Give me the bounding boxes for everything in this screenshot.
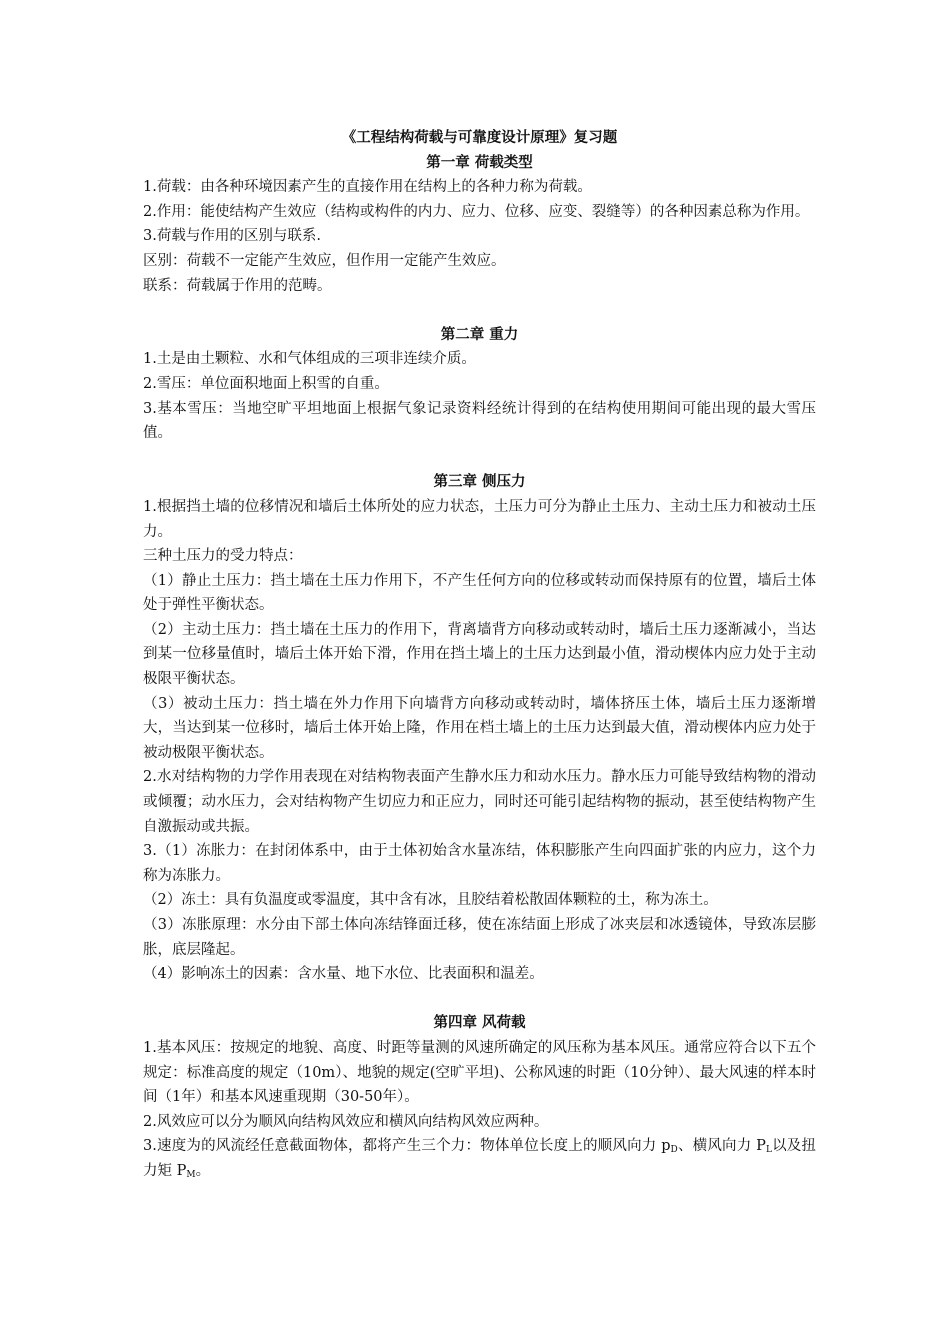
paragraph: 2.雪压：单位面积地面上积雪的自重。 — [143, 375, 389, 392]
blank-line — [143, 987, 816, 1012]
chapter-2-heading: 第二章 重力 — [440, 325, 519, 343]
chapter-4-heading: 第四章 风荷载 — [433, 1014, 526, 1032]
paragraph: 三种土压力的受力特点： — [143, 548, 303, 565]
paragraph: 1.土是由土颗粒、水和气体组成的三项非连续介质。 — [143, 351, 476, 368]
paragraph: 2.作用：能使结构产生效应（结构或构件的内力、应力、位移、应变、裂缝等）的各种因素总称为作用。 — [143, 203, 810, 220]
paragraph: 2.水对结构物的力学作用表现在对结构物表面产生静水压力和动水压力。静水压力可能导致结构物的滑动或倾覆；动水压力，会对结构物产生切应力和正应力，同时还可能引起结构物的振动，甚至使结构物产生自激振动或共振。 — [143, 769, 816, 835]
blank-line — [143, 298, 816, 323]
paragraph: 3.荷载与作用的区别与联系. — [143, 228, 321, 245]
paragraph: 1.荷载：由各种环境因素产生的直接作用在结构上的各种力称为荷载。 — [143, 179, 592, 196]
subscript: L — [765, 1145, 772, 1156]
chapter-1-heading: 第一章 荷载类型 — [426, 153, 533, 171]
paragraph: 联系：荷载属于作用的范畴。 — [143, 277, 332, 294]
paragraph: （4）影响冻土的因素：含水量、地下水位、比表面积和温差。 — [143, 966, 544, 983]
chapter-3-heading: 第三章 侧压力 — [433, 473, 526, 491]
text-run: 。 — [195, 1162, 211, 1179]
paragraph: （2）冻土：具有负温度或零温度，其中含有冰，且胶结着松散固体颗粒的土，称为冻土。 — [143, 892, 718, 909]
paragraph: （1）静止土压力：挡土墙在土压力作用下，不产生任何方向的位移或转动而保持原有的位置，墙后土体处于弹性平衡状态。 — [143, 572, 816, 614]
paragraph: （3）冻胀原理：水分由下部土体向冻结锋面迁移，使在冻结面上形成了冰夹层和冰透镜体，导致冻层膨胀，底层隆起。 — [143, 917, 816, 958]
paragraph: 1.根据挡土墙的位移情况和墙后土体所处的应力状态，土压力可分为静止土压力、主动土压力和被动土压力。 — [143, 498, 816, 540]
document-page — [143, 126, 816, 1184]
paragraph: 区别：荷载不一定能产生效应，但作用一定能产生效应。 — [143, 252, 506, 269]
paragraph: 1.基本风压：按规定的地貌、高度、时距等量测的风速所确定的风压称为基本风压。通常应符合以下五个规定：标准高度的规定（10m）、地貌的规定(空旷平坦)、公称风速的时距（10分钟）、最大风速的样本时间（1年）和基本风速重现期（30-50年）。 — [143, 1039, 816, 1106]
subscript: M — [186, 1169, 196, 1180]
document-title: 《工程结构荷载与可靠度设计原理》复习题 — [341, 129, 618, 146]
paragraph: 3.基本雪压：当地空旷平坦地面上根据气象记录资料经统计得到的在结构使用期间可能出现的最大雪压值。 — [143, 400, 816, 442]
paragraph: 3.（1）冻胀力：在封闭体系中，由于土体初始含水量冻结，体积膨胀产生向四面扩张的内应力，这个力称为冻胀力。 — [143, 843, 816, 884]
text-run: 以及扭力矩 P — [143, 1138, 816, 1179]
blank-line — [143, 446, 816, 471]
paragraph: （3）被动土压力：挡土墙在外力作用下向墙背方向移动或转动时，墙体挤压土体，墙后土压力逐渐增大，当达到某一位移时，墙后土体开始上隆，作用在档土墙上的土压力达到最大值，滑动楔体内应力处于被动极限平衡状态。 — [143, 695, 816, 761]
paragraph: （2）主动土压力：挡土墙在土压力的作用下，背离墙背方向移动或转动时，墙后土压力逐渐减小，当达到某一位移量值时，墙后土体开始下滑，作用在挡土墙上的土压力达到最小值，滑动楔体内应力处于主动极限平衡状态。 — [143, 621, 816, 688]
subscript: D — [670, 1145, 678, 1156]
text-run: 、横风向力 P — [677, 1138, 766, 1155]
text-run: 3.速度为的风流经任意截面物体，都将产生三个力：物体单位长度上的顺风向力 p — [143, 1138, 671, 1155]
paragraph: 2.风效应可以分为顺风向结构风效应和横风向结构风效应两种。 — [143, 1113, 549, 1130]
paragraph-wind-forces — [143, 1134, 816, 1183]
